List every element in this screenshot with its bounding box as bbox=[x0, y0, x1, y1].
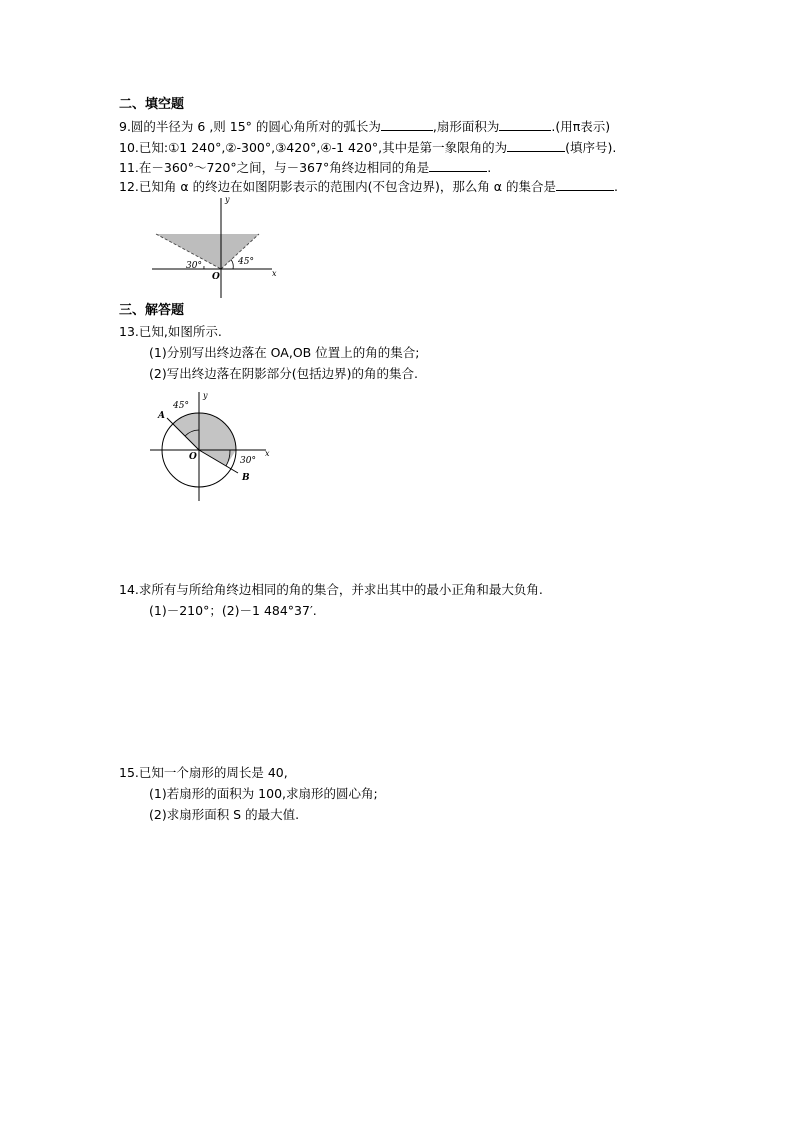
question-15-part-2: (2)求扇形面积 S 的最大值. bbox=[149, 807, 300, 822]
question-14-stem: 14.求所有与所给角终边相同的角的集合，并求出其中的最小正角和最大负角. bbox=[119, 582, 543, 597]
question-15-part-1: (1)若扇形的面积为 100,求扇形的圆心角; bbox=[149, 786, 378, 801]
label-45: 45° bbox=[238, 257, 254, 267]
question-11 bbox=[119, 159, 491, 176]
question-13-part-2: (2)写出终边落在阴影部分(包括边界)的角的集合. bbox=[149, 366, 418, 381]
label-origin: O bbox=[212, 272, 220, 282]
label-30: 30° bbox=[240, 456, 256, 466]
q9-blank-1[interactable] bbox=[381, 118, 433, 131]
label-b: B bbox=[242, 473, 250, 483]
q10-text-a: 10.已知:①1 240°,②-300°,③420°,④-1 420°,其中是第一象限角的为 bbox=[119, 140, 508, 155]
arc-45 bbox=[231, 260, 233, 270]
question-9 bbox=[119, 118, 610, 135]
label-x: x bbox=[265, 449, 270, 458]
q11-blank[interactable] bbox=[429, 159, 487, 172]
figure-q12-angle-region bbox=[148, 194, 283, 302]
q9-text-b: ,扇形面积为 bbox=[432, 119, 500, 134]
q10-blank[interactable] bbox=[507, 139, 565, 152]
q9-blank-2[interactable] bbox=[499, 118, 551, 131]
question-15-stem: 15.已知一个扇形的周长是 40, bbox=[119, 765, 288, 780]
label-y: y bbox=[225, 195, 230, 204]
q11-text-a: 11.在－360°～720°之间，与－367°角终边相同的角是 bbox=[119, 160, 430, 175]
question-12 bbox=[119, 178, 618, 195]
q12-blank[interactable] bbox=[556, 178, 614, 191]
q10-text-b: (填序号). bbox=[565, 140, 617, 155]
q11-text-b: . bbox=[487, 160, 492, 175]
q12-text-a: 12.已知角 α 的终边在如图阴影表示的范围内(不包含边界)，那么角 α 的集合是 bbox=[119, 179, 557, 194]
question-13-stem: 13.已知,如图所示. bbox=[119, 324, 222, 339]
q9-text-a: 9.圆的半径为 6 ,则 15° 的圆心角所对的弧长为 bbox=[119, 119, 381, 134]
section-heading-solve: 三、解答题 bbox=[119, 303, 185, 318]
section-heading-fill-in: 二、填空题 bbox=[119, 97, 185, 112]
label-a: A bbox=[158, 411, 165, 421]
label-origin: O bbox=[189, 452, 197, 462]
figure-q13-circle bbox=[148, 388, 273, 503]
q9-text-c: .(用π表示) bbox=[551, 119, 611, 134]
question-10 bbox=[119, 139, 616, 156]
shaded-sector bbox=[173, 413, 236, 466]
label-x: x bbox=[272, 269, 277, 278]
label-45: 45° bbox=[173, 401, 189, 411]
question-13-part-1: (1)分别写出终边落在 OA,OB 位置上的角的集合; bbox=[149, 345, 420, 360]
question-14-part-1: (1)－210°；(2)－1 484°37′. bbox=[149, 603, 317, 618]
q12-text-b: . bbox=[614, 179, 618, 194]
label-y: y bbox=[203, 391, 208, 400]
label-30: 30° bbox=[186, 261, 202, 271]
